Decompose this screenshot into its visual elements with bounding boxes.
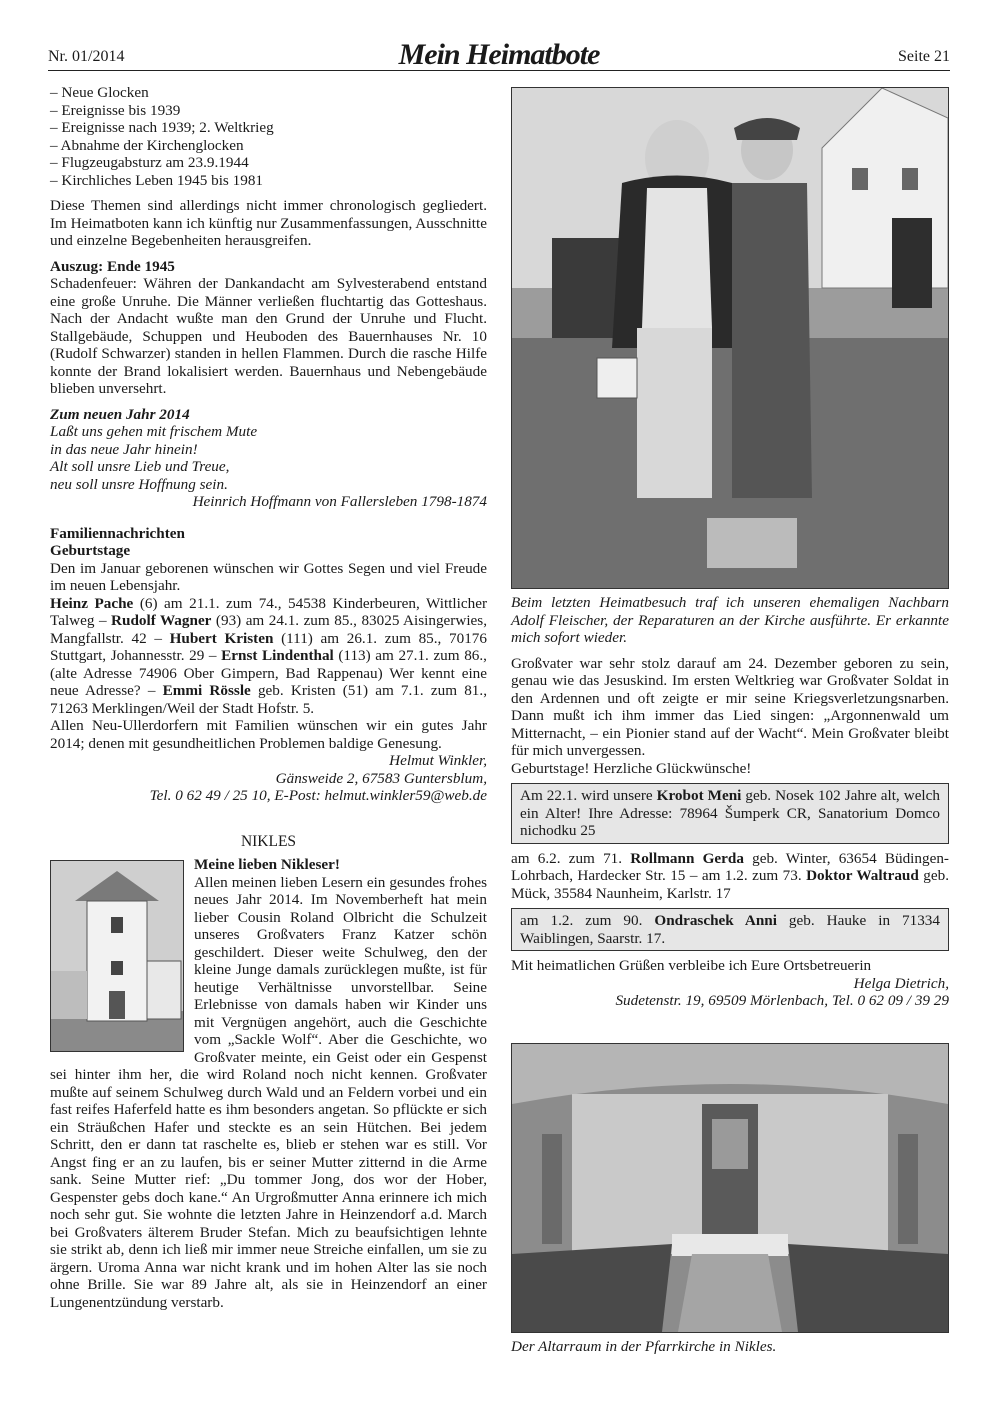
intro-paragraph: Diese Themen sind allerdings nicht immer chronologisch gegliedert. Im Heimatboten kann ich künftig nur Zusammenfassungen, Ausschnitte und einzelne Begebenheiten herausgreifen. [50,197,487,249]
signature-line: Helmut Winkler, [389,752,487,769]
nikles-paragraph: Allen meinen lieben Lesern ein gesundes frohes neues Jahr 2014. Im Novemberheft hat mein lieber Cousin Roland Olbricht die Schulzeit unseres Großvaters Franz Katzer schön geschildert. Dieser weite Schulweg, den der kleine Junge damals zurücklegen mußte, ist für heutige Verhältnisse unvorstellbar. Seine Erlebnisse von damals haben wir Kinder uns mit Vergnügen angehört, auch die Geschichte vom „Sackle Wolf“. Aber die Geschichte, wo Großvater meinte, ein Geist oder ein Gespenst sei hinter ihm her, die wird Roland noch nicht kennen. Großvater mußte auf seinem Schulweg durch Wald und an Feldern vorbei und ein fast reifes Haferfeld hatte es ihm besonders angetan. So pflückte er sich ein Sträußchen Hafer und steckte es an sein Hütchen. Bei jedem Schritt, den er dann tat raschelte es, blieb er stehen war es still. Vor Angst fing er an zu laufen, bis er seiner Mutter zitternd in die Arme sank. Seine Mutter rief: „Du tommer Jong, dos wor der Hober, Gespenster gebs doch kane.“ An Urgroßmutter Anna erinnere ich mich noch sehr gut. Sie wohnte die letzten Jahre in Heinzendorf a.d. March bei Großvaters älterem Bruder Stefan. Mich zu beaufsichtigen lehnte sie strikt ab, denn ich ließ mir immer neue Streiche einfallen, um sie zu ärgern. Uroma Anna war nicht krank und im hohen Alter las sie noch ohne Brille. Sie war 89 Jahre alt, als sie in Heinzendorf an einer Lungenentzündung verstarb. [50,873,487,1311]
birthdays-heading: Geburtstage [50,542,131,559]
birthday-name: Ernst Lindenthal [221,647,334,664]
family-heading: Familiennachrichten [50,524,185,542]
birthday-name: Rudolf Wagner [111,612,212,629]
birthdays-intro: Den im Januar geborenen wünschen wir Gottes Segen und viel Freude im neuen Lebensjahr. [50,559,487,594]
poem-line: Laßt uns gehen mit frischem Mute [50,423,258,440]
page-header [48,38,950,71]
nikles-greeting: Meine lieben Nikleser! [194,856,340,873]
poem-line: in das neue Jahr hinein! [50,440,198,458]
list-item: – Kirchliches Leben 1945 bis 1981 [50,171,264,189]
list-item: – Ereignisse bis 1939 [50,101,181,119]
birthday-name: Doktor Waltraud [806,867,919,884]
list-item: – Neue Glocken [50,84,149,101]
church-photo [50,860,184,1052]
birthday-box: Am 22.1. wird unsere Krobot Meni geb. Nosek 102 Jahre alt, welch ein Alter! Ihre Adresse: 78964 Šumperk CR, Sanatorium Domco nichodku 25 [511,783,949,844]
birthday-name: Rollmann Gerda [630,849,744,867]
issue-number: Nr. 01/2014 [48,48,125,65]
closing-line: Mit heimatlichen Grüßen verbleibe ich Eure Ortsbetreuerin [511,957,872,974]
couple-photo [511,87,949,589]
excerpt-heading: Auszug: Ende 1945 [50,257,175,275]
birthday-box: am 1.2. zum 90. Ondraschek Anni geb. Hauke in 71334 Waiblingen, Saarstr. 17. [511,908,949,951]
left-column [50,84,487,1311]
altar-caption: Der Altarraum in der Pfarrkirche in Nikles. [511,1338,777,1355]
birthdays-list: Heinz Pache (6) am 21.1. zum 74., 54538 Kinderbeuren, Wittlicher Talweg – Rudolf Wagner (93) am 24.1. zum 85., 83025 Aisingerwies, Mangfallstr. 42 – Hubert Kristen (111) am 26.1. zum 85., 70176 Stuttgart, Johannesstr. 29 – Ernst Lindenthal (113) am 27.1. zum 86., (alte Adresse 74906 Ober Gimpern, Bad Rappenau) Wer kennt eine neue Adresse? – Emmi Rössle geb. Kristen (51) am 7.1. zum 81., 71263 Merklingen/Weil der Stadt Hofstr. 5. [50,594,488,717]
poem-title: Zum neuen Jahr 2014 [50,405,190,423]
birthday-name: Emmi Rössle [162,682,251,699]
topic-list [50,84,487,189]
page-number: Seite 21 [898,48,950,65]
poem-author: Heinrich Hoffmann von Fallersleben 1798-1874 [192,493,487,510]
poem-line: neu soll unsre Hoffnung sein. [50,475,228,493]
nikles-heading: NIKLES [240,832,297,850]
signature-line: Tel. 0 62 49 / 25 10, E-Post: helmut.winkler59@web.de [149,787,487,804]
right-column [511,594,949,1010]
signature-line: Sudetenstr. 19, 69509 Mörlenbach, Tel. 0 62 09 / 39 29 [615,992,949,1009]
birthday-name: Hubert Kristen [169,629,274,647]
birthday-paragraph: am 6.2. zum 71. Rollmann Gerda geb. Winter, 63654 Büdingen-Lohrbach, Hardecker Str. 15 – am 1.2. zum 73. Doktor Waltraud geb. Mück, 35584 Naunheim, Karlstr. 17 [511,849,950,902]
list-item: – Ereignisse nach 1939; 2. Weltkrieg [50,119,274,136]
list-item: – Flugzeugabsturz am 23.9.1944 [50,154,249,171]
altar-photo [511,1043,949,1333]
wishes-paragraph: Allen Neu-Ullerdorfern mit Familien wünschen wir ein gutes Jahr 2014; denen mit gesundheitlichen Problemen baldige Genesung. [50,717,487,752]
excerpt-paragraph: Schadenfeuer: Währen der Dankandacht am Sylvesterabend entstand eine große Unruhe. Die Männer verließen fluchtartig das Gotteshaus. Nach der Andacht wußte man den Grund der Unruhe und Flucht. Stallgebäude, Schuppen und Heuboden des Bauernhauses Nr. 10 (Rudolf Schwarzer) standen in hellen Flammen. Durch die rasche Hilfe konnte der Brand lokalisiert werden. Bauernhaus und Nebengebäude blieben unversehrt. [50,275,487,397]
poem-line: Alt soll unsre Lieb und Treue, [50,458,230,475]
list-item: – Abnahme der Kirchenglocken [50,136,244,154]
grandfather-paragraph: Großvater war sehr stolz darauf am 24. Dezember geboren zu sein, genau wie das Jesuskind. Im ersten Weltkrieg war Großvater Soldat in den Ardennen und oft zeigte er mir seine Kriegsverletzungsnarben. Dann mußt ich ihm immer das Lied singen: „Argonnenwald um Mitternacht, – ein Pionier stand auf der Wacht“. Mein Großvater bleibt für mich unvergessen. [511,654,949,759]
photo-caption: Beim letzten Heimatbesuch traf ich unseren ehemaligen Nachbarn Adolf Fleischer, der Reparaturen an der Kirche ausführte. Er erkannte mich sofort wieder. [511,594,949,646]
birthday-name: Heinz Pache [50,594,134,612]
masthead: Mein Heimatbote [398,38,600,71]
signature-line: Helga Dietrich, [853,974,949,992]
birthday-name: Krobot Meni [656,787,742,804]
signature-line: Gänsweide 2, 67583 Guntersblum, [275,769,487,787]
birthday-greeting: Geburtstage! Herzliche Glückwünsche! [511,759,752,777]
birthday-name: Ondraschek Anni [654,912,777,929]
